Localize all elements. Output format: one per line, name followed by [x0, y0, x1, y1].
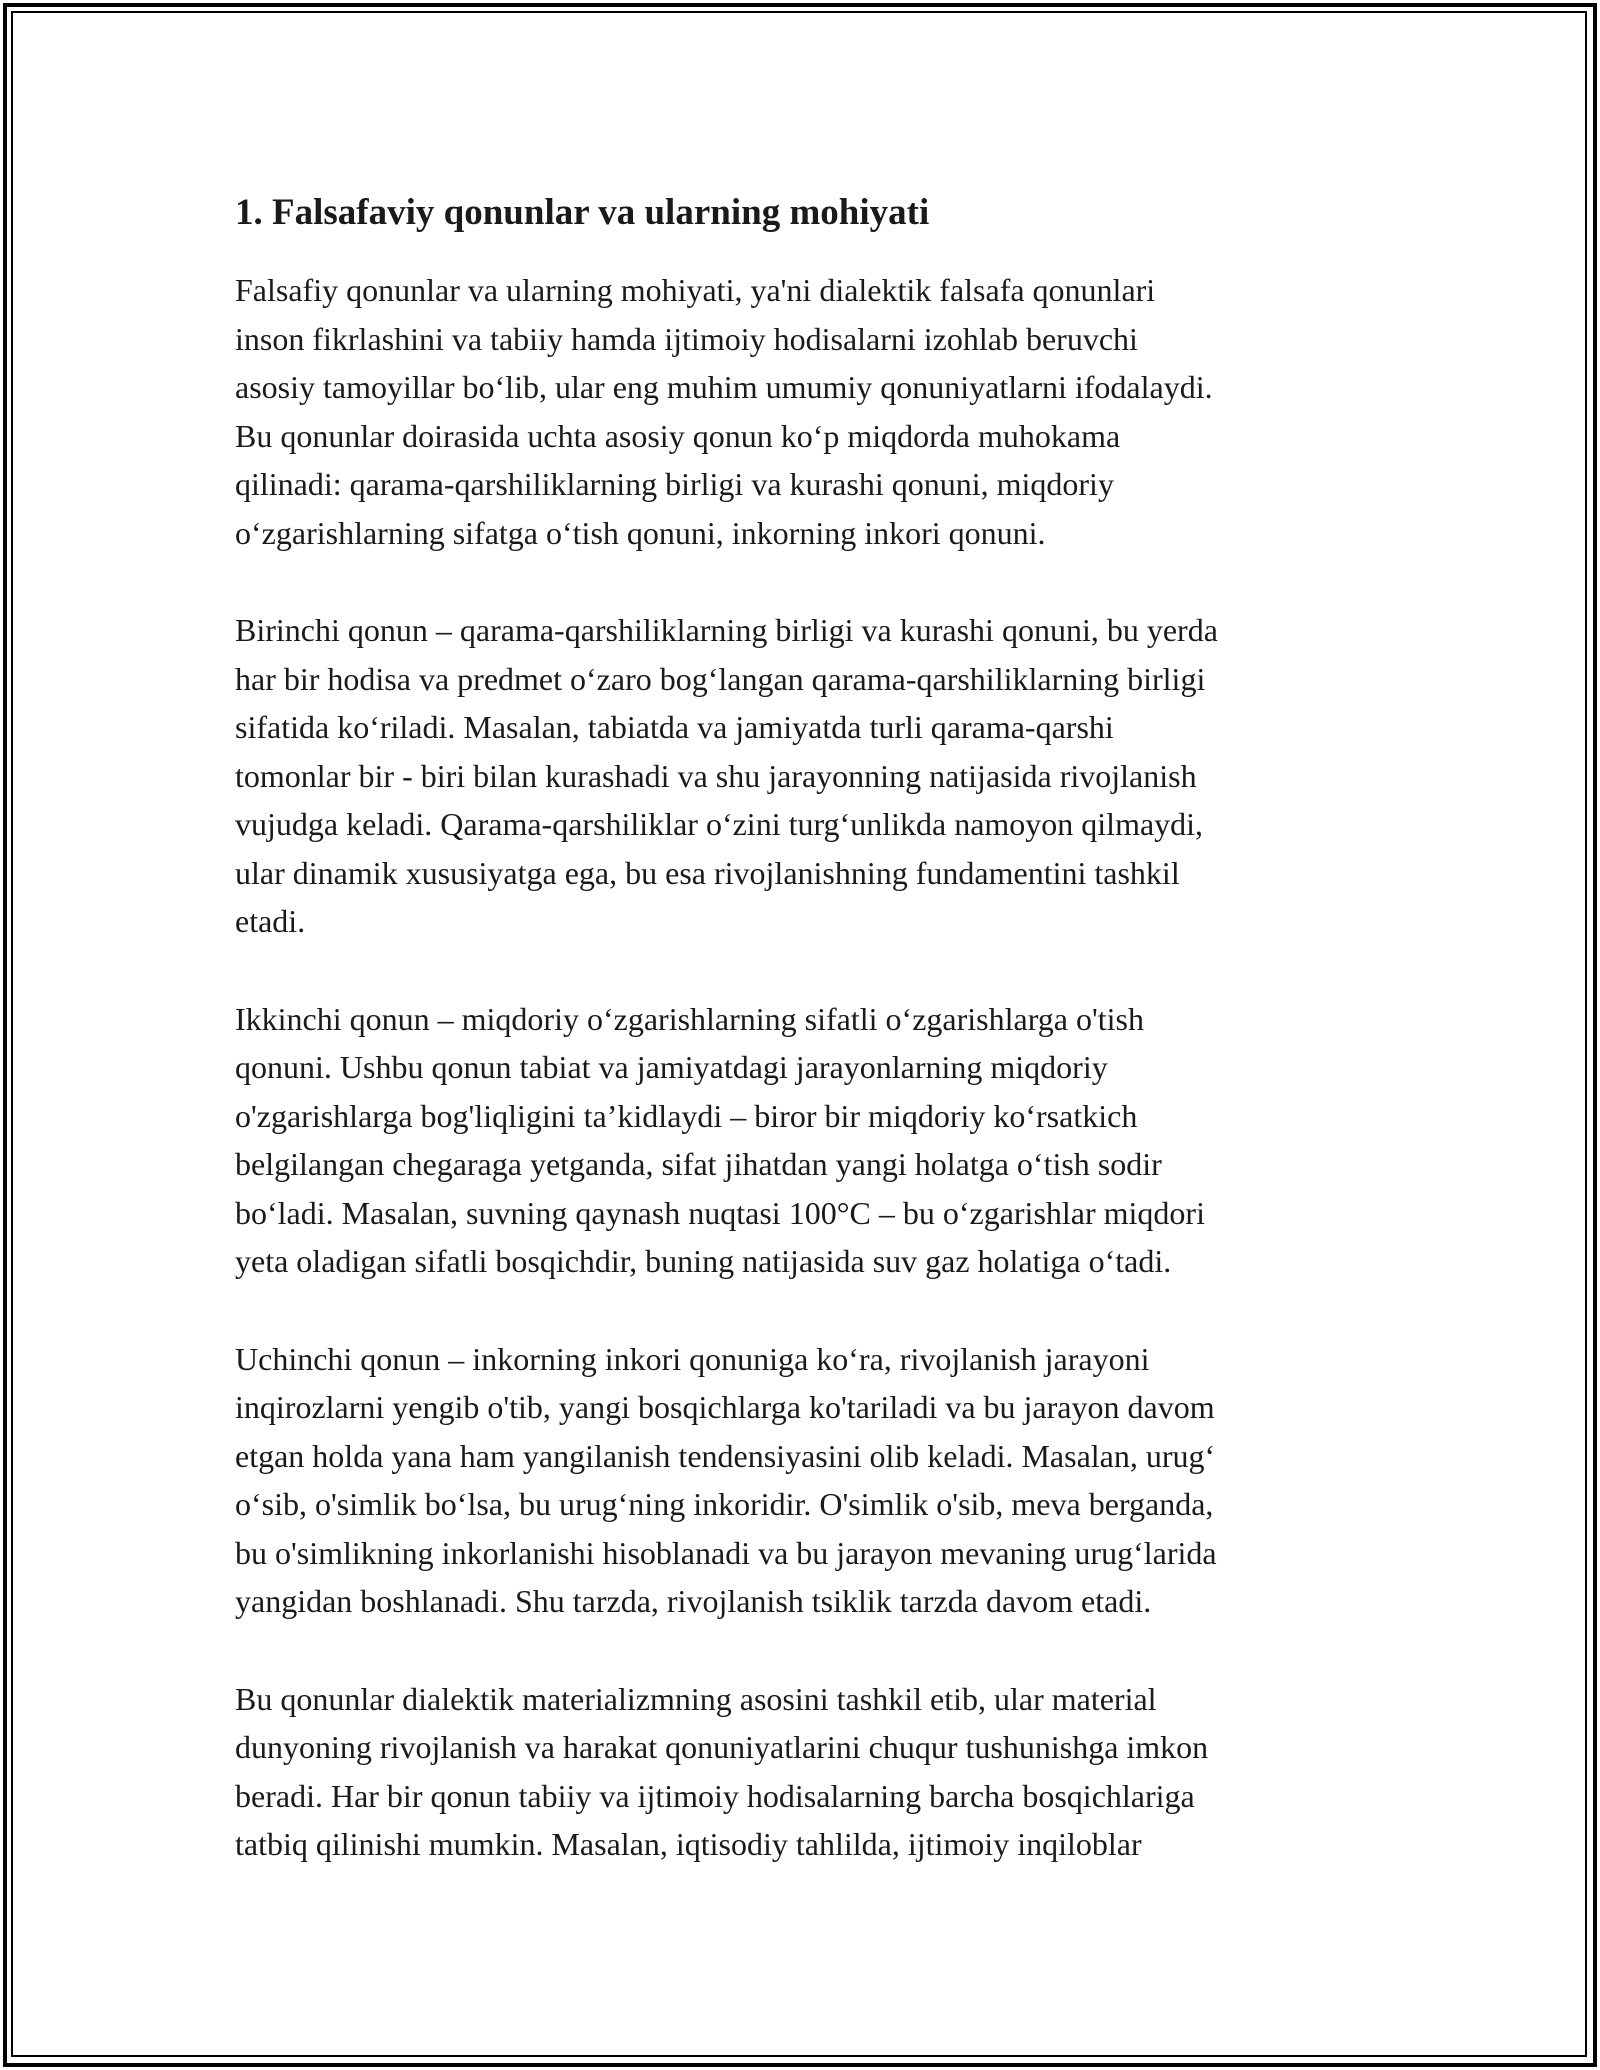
paragraph-line: tatbiq qilinishi mumkin. Masalan, iqtisodiy tahlilda, ijtimoiy inqiloblar — [235, 1826, 1142, 1862]
paragraph — [235, 606, 1365, 946]
paragraph-line: Uchinchi qonun – inkorning inkori qonuniga ko‘ra, rivojlanish jarayoni — [235, 1340, 1150, 1377]
paragraph-line: har bir hodisa va predmet o‘zaro bog‘langan qarama-qarshiliklarning birligi — [235, 660, 1206, 697]
paragraph-line: Bu qonunlar dialektik materializmning asosini tashkil etib, ular material — [235, 1680, 1157, 1717]
paragraph-line: etgan holda yana ham yangilanish tendensiyasini olib keladi. Masalan, urug‘ — [235, 1437, 1216, 1474]
paragraph-line: yeta oladigan sifatli bosqichdir, buning natijasida suv gaz holatiga o‘tadi. — [235, 1243, 1172, 1279]
paragraph-line: inqirozlarni yengib o'tib, yangi bosqichlarga ko'tariladi va bu jarayon davom — [235, 1389, 1215, 1425]
paragraph-line: dunyoning rivojlanish va harakat qonuniyatlarini chuqur tushunishga imkon — [235, 1729, 1209, 1765]
document-body — [235, 186, 1365, 1918]
paragraph-line: vujudga keladi. Qarama-qarshiliklar o‘zini turg‘unlikda namoyon qilmaydi, — [235, 806, 1204, 842]
paragraph-line: ular dinamik xususiyatga ega, bu esa rivojlanishning fundamentini tashkil — [235, 854, 1180, 891]
paragraph-line: qonuni. Ushbu qonun tabiat va jamiyatdagi jarayonlarning miqdoriy — [235, 1049, 1108, 1085]
paragraph-line: belgilangan chegaraga yetganda, sifat jihatdan yangi holatga o‘tish sodir — [235, 1146, 1162, 1182]
paragraph-line: tomonlar bir - biri bilan kurashadi va shu jarayonning natijasida rivojlanish — [235, 757, 1197, 794]
paragraph-line: sifatida ko‘riladi. Masalan, tabiatda va jamiyatda turli qarama-qarshi — [235, 709, 1114, 745]
paragraph-line: yangidan boshlanadi. Shu tarzda, rivojlanish tsiklik tarzda davom etadi. — [235, 1583, 1152, 1619]
paragraph — [235, 266, 1365, 557]
paragraph-line: qilinadi: qarama-qarshiliklarning birligi va kurashi qonuni, miqdoriy — [235, 466, 1114, 502]
paragraph-line: bo‘ladi. Masalan, suvning qaynash nuqtasi 100°C – bu o‘zgarishlar miqdori — [235, 1194, 1205, 1231]
paragraph-line: Ikkinchi qonun – miqdoriy o‘zgarishlarning sifatli o‘zgarishlarga o'tish — [235, 1000, 1144, 1037]
paragraph-line: beradi. Har bir qonun tabiiy va ijtimoiy hodisalarning barcha bosqichlariga — [235, 1777, 1195, 1814]
paragraph-line: asosiy tamoyillar bo‘lib, ular eng muhim umumiy qonuniyatlarni ifodalaydi. — [235, 369, 1213, 405]
paragraph-line: Falsafiy qonunlar va ularning mohiyati, ya'ni dialektik falsafa qonunlari — [235, 272, 1156, 308]
paragraph-line: Birinchi qonun – qarama-qarshiliklarning birligi va kurashi qonuni, bu yerda — [235, 612, 1218, 648]
paragraph-list — [235, 266, 1365, 1869]
paragraph — [235, 995, 1365, 1286]
paragraph-line: o‘zgarishlarning sifatga o‘tish qonuni, inkorning inkori qonuni. — [235, 514, 1046, 551]
paragraph-line: etadi. — [235, 903, 306, 939]
paragraph-line: Bu qonunlar doirasida uchta asosiy qonun ko‘p miqdorda muhokama — [235, 417, 1121, 454]
paragraph — [235, 1335, 1365, 1626]
paragraph-line: bu o'simlikning inkorlanishi hisoblanadi va bu jarayon mevaning urug‘larida — [235, 1534, 1217, 1571]
paragraph-line: o'zgarishlarga bog'liqligini ta’kidlaydi – biror bir miqdoriy ko‘rsatkich — [235, 1097, 1138, 1134]
paragraph-line: inson fikrlashini va tabiiy hamda ijtimoiy hodisalarni izohlab beruvchi — [235, 320, 1138, 357]
paragraph — [235, 1675, 1365, 1869]
page-title: 1. Falsafaviy qonunlar va ularning mohiyati — [235, 192, 930, 233]
paragraph-line: o‘sib, o'simlik bo‘lsa, bu urug‘ning inkoridir. O'simlik o'sib, meva berganda, — [235, 1486, 1214, 1522]
